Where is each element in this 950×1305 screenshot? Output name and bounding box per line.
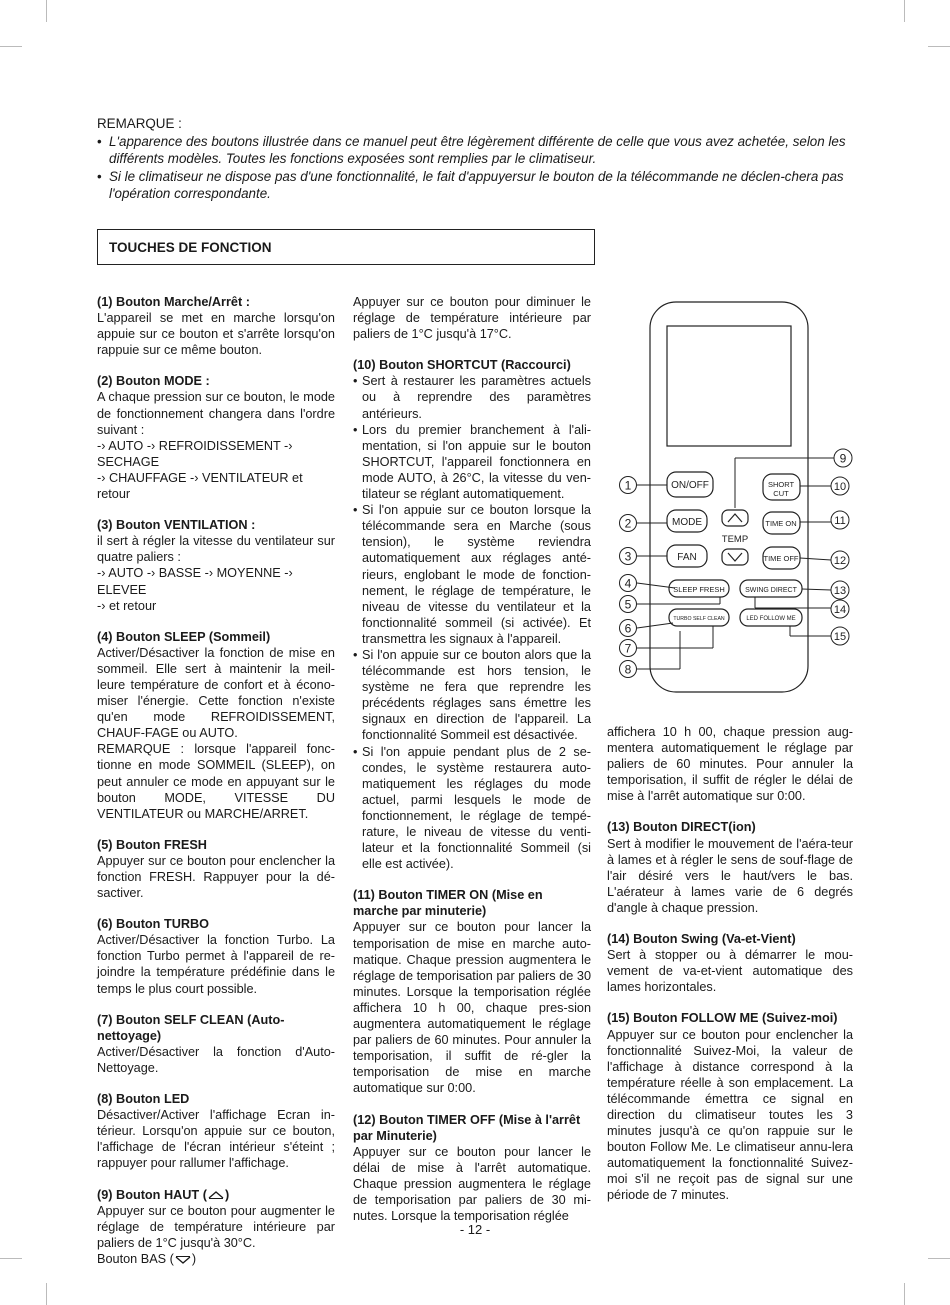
led-label: LED FOLLOW ME	[746, 616, 796, 622]
section-follow-me	[607, 1010, 853, 1203]
section-text: Activer/Désactiver la fonction Turbo. La fonction Turbo permet à l'appareil de re-joindre la température prédéfinie dans le temps le plus court possible.	[97, 933, 335, 996]
section-text: REMARQUE : lorsque l'appareil fonc-tionne en mode SOMMEIL (SLEEP), on peut annuler ce mode en appuyant sur le bouton MODE, VITESSE DU VENTILATEUR ou MARCHE/ARRET.	[97, 742, 335, 821]
section-heading: (3) Bouton VENTILATION :	[97, 518, 256, 533]
crop-mark	[0, 46, 22, 47]
section-timer-off-continued	[607, 724, 853, 804]
section-onoff	[97, 294, 335, 358]
callout-6: 6	[624, 621, 632, 636]
section-heading: (7) Bouton SELF CLEAN (Auto-nettoyage)	[97, 1012, 285, 1043]
remark-bullet: • L'apparence des boutons illustrée dans ce manuel peut être légèrement différente de celle que vous avez achetée, selon les différents modèles. Toutes les fonctions exposées sont remplies par le climatiseur.	[97, 133, 867, 168]
section-heading: (15) Bouton FOLLOW ME (Suivez-moi)	[607, 1011, 838, 1026]
down-button	[722, 549, 748, 565]
mode-sequence-line: -› AUTO -› REFROIDISSEMENT -› SECHAGE	[97, 438, 293, 469]
section-down-continued	[353, 294, 591, 342]
remote-display	[667, 326, 791, 446]
section-heading: (6) Bouton TURBO	[97, 917, 210, 932]
section-heading: (10) Bouton SHORTCUT (Raccourci)	[353, 358, 571, 373]
column-3	[607, 724, 853, 1219]
callout-7: 7	[624, 641, 632, 656]
section-mode	[97, 373, 335, 502]
section-turbo	[97, 916, 335, 996]
section-sleep	[97, 629, 335, 822]
section-text: il sert à régler la vitesse du ventilateur sur quatre paliers :	[97, 534, 335, 565]
crop-mark	[46, 1283, 47, 1305]
remark-bullet: • Si le climatiseur ne dispose pas d'une fonctionnalité, le fait d'appuyersur le bouton de la télécommande ne déclen-chera pas l'opération correspondante.	[97, 168, 867, 203]
remote-control-diagram	[595, 298, 860, 698]
section-direction	[607, 819, 853, 916]
section-heading: (11) Bouton TIMER ON (Mise en marche par minuterie)	[353, 888, 543, 919]
section-text: Sert à modifier le mouvement de l'aéra-teur à lames et à régler le sens de souf-flage de l'air désiré vers le haut/vers le bas. L'aérateur à lames varie de 6 degrés d'angle à chaque pression.	[607, 836, 853, 915]
fan-sequence-line: -› AUTO -› BASSE -› MOYENNE -› ELEVEE	[97, 566, 293, 597]
section-heading: (14) Bouton Swing (Va-et-Vient)	[607, 932, 796, 947]
section-text: Appuyer sur ce bouton pour diminuer le réglage de température intérieure par paliers de 1°C jusqu'à 17°C.	[353, 295, 591, 342]
callout-10: 10	[833, 481, 847, 493]
shortcut-bullet: • Si l'on appuie sur ce bouton lorsque la télécommande sera en Marche (sous tension), le système reviendra automatiquement aux réglages anté-rieurs, englobant le mode de fonction-nement, le réglage de température, le niveau de vitesse du ventilateur et la fonctionnalité sommeil (si activée). Et transmettra les signaux à l'appareil.	[353, 502, 591, 647]
section-text: Appuyer sur ce bouton pour lancer le délai de mise à l'arrêt automatique. Chaque pression augmentera le réglage de temporisation par paliers de 30 mi-nutes. Lorsque la temporisation réglée	[353, 1144, 591, 1224]
section-text: Activer/Désactiver la fonction de mise en sommeil. Elle sert à maintenir la meil-leure température de confort et à écono-miser l'énergie. Cette fonction n'existe qu'en mode REFROIDISSEMENT, CHAUF-FAGE ou AUTO.	[97, 645, 335, 741]
fan-label: FAN	[677, 552, 697, 563]
callout-1: 1	[624, 478, 632, 493]
shortcut-bullet: • Lors du premier branchement à l'ali-mentation, si l'on appuie sur le bouton SHORTCUT, l'appareil fonctionnera en mode AUTO, à 26°C, la vitesse du ven-tilateur se réglant automatiquement.	[353, 422, 591, 502]
callout-8: 8	[624, 662, 632, 677]
column-1	[97, 294, 335, 1282]
callout-15: 15	[833, 631, 847, 643]
timeoff-label: TIME OFF	[763, 554, 799, 563]
callout-5: 5	[624, 597, 632, 612]
section-text: Appuyer sur ce bouton pour lancer la temporisation de mise en marche auto-matique. Chaque pression augmentera le réglage de temporisation par paliers de 30 minutes. Lorsque la temporisation réglée affichera 10 h 00, chaque pres-sion augmentera automatiquement le réglage par paliers de 60 minutes. Pour annuler la temporisation, il suffit de ré-gler la temporisation de mise en marche automatique sur 0:00.	[353, 920, 591, 1096]
down-arrow-icon	[174, 1255, 192, 1265]
section-text: affichera 10 h 00, chaque pression aug-mentera automatiquement le réglage par paliers de 60 minutes. Pour annuler la temporisation, il suffit de régler le délai de mise à l'arrêt automatique sur 0:00.	[607, 725, 853, 804]
section-text: A chaque pression sur ce bouton, le mode de fonctionnement changera dans l'ordre suivant :	[97, 390, 335, 437]
fan-sequence-line: -› et retour	[97, 598, 157, 613]
mode-sequence-line: -› CHAUFFAGE -› VENTILATEUR et retour	[97, 470, 303, 502]
section-heading: (12) Bouton TIMER OFF (Mise à l'arrêt par Minuterie)	[353, 1112, 581, 1143]
timeon-label: TIME ON	[765, 519, 797, 528]
up-button	[722, 510, 748, 526]
section-text: L'appareil se met en marche lorsqu'on appuie sur ce bouton et s'arrête lorsqu'on rappuie sur ce même bouton.	[97, 311, 335, 358]
swing-direct-label: SWING DIRECT	[745, 587, 797, 594]
section-heading: (5) Bouton FRESH	[97, 837, 207, 852]
section-text: Désactiver/Activer l'affichage Ecran in-térieur. Lorsqu'on appuie sur ce bouton, l'affichage de l'écran intérieur s'éteint ; rappuyer pour rallumer l'affichage.	[97, 1108, 335, 1171]
section-heading: (1) Bouton Marche/Arrêt :	[97, 295, 250, 309]
section-title: TOUCHES DE FONCTION	[97, 229, 595, 265]
section-ventilation	[97, 517, 335, 614]
callout-14: 14	[833, 604, 847, 616]
callout-2: 2	[624, 516, 632, 531]
temp-label: TEMP	[721, 534, 749, 545]
section-heading: (9) Bouton HAUT ( )	[97, 1187, 230, 1202]
page-number: - 12 -	[459, 1222, 491, 1237]
section-text: Bouton BAS ( )	[97, 1251, 197, 1266]
callout-3: 3	[624, 549, 632, 564]
shortcut-list	[353, 373, 591, 872]
mode-label: MODE	[672, 517, 702, 528]
crop-mark	[928, 46, 950, 47]
section-text: Appuyer sur ce bouton pour enclencher la fonctionnalité Suivez-Moi, la valeur de l'affichage à distance correspond à la température réelle à son emplacement. La télécommande émettra ce signal en direction du climatiseur toutes les 3 minutes jusqu'à ce qu'on rappuie sur le bouton Follow Me. Le climatiseur annu-lera automatiquement la fonctionnalité Suivez-moi s'il ne reçoit pas de signal sur une période de 7 minutes.	[607, 1027, 853, 1203]
remark-block	[97, 115, 867, 203]
section-shortcut	[353, 357, 591, 872]
callout-4: 4	[624, 576, 632, 591]
section-fresh	[97, 837, 335, 901]
callout-11: 11	[834, 515, 846, 527]
shortcut-label: CUT	[773, 489, 789, 498]
column-2	[353, 294, 591, 1239]
section-timer-on	[353, 887, 591, 1096]
section-heading: (13) Bouton DIRECT(ion)	[607, 820, 756, 835]
section-text: Activer/Désactiver la fonction d'Auto-Nettoyage.	[97, 1044, 335, 1075]
section-heading: (4) Bouton SLEEP (Sommeil)	[97, 629, 271, 644]
shortcut-bullet: • Si l'on appuie pendant plus de 2 se-condes, le système restaurera auto-matiquement les réglages du mode actuel, parmi lesquels le mode de fonctionnement, le réglage de tempé-rature, le niveau de vitesse du venti-lateur et la fonctionnalité Sommeil (si elle est activée).	[353, 744, 591, 873]
section-self-clean	[97, 1012, 335, 1076]
crop-mark	[928, 1258, 950, 1259]
remark-list	[97, 133, 867, 203]
shortcut-label: SHORT	[767, 480, 795, 489]
sleep-fresh-label: SLEEP FRESH	[673, 585, 725, 594]
shortcut-bullet: • Si l'on appuie sur ce bouton alors que la télécommande est hors tension, le système ne fera que reprendre les précédents réglages sans émettre les signaux en direction de l'appareil. La fonctionnalité Sommeil est désactivée.	[353, 647, 591, 744]
turbo-label: TURBO SELF CLEAN	[673, 616, 725, 622]
section-led	[97, 1091, 335, 1171]
onoff-label: ON/OFF	[671, 480, 709, 491]
callout-13: 13	[833, 585, 847, 597]
callout-9: 9	[839, 451, 847, 466]
section-text: Appuyer sur ce bouton pour enclencher la fonction FRESH. Rappuyer pour la dé-sactiver.	[97, 853, 335, 901]
crop-mark	[904, 0, 905, 22]
section-text: Appuyer sur ce bouton pour augmenter le réglage de température intérieure par paliers de 1°C jusqu'à 30°C.	[97, 1203, 335, 1250]
remark-title: REMARQUE :	[97, 116, 182, 131]
section-heading: (2) Bouton MODE :	[97, 374, 210, 389]
shortcut-bullet: • Sert à restaurer les paramètres actuels ou à reprendre des paramètres antérieurs.	[353, 373, 591, 421]
section-heading: (8) Bouton LED	[97, 1092, 190, 1107]
callout-12: 12	[833, 555, 847, 567]
up-arrow-icon	[207, 1190, 225, 1200]
section-swing	[607, 931, 853, 995]
crop-mark	[904, 1283, 905, 1305]
crop-mark	[0, 1258, 22, 1259]
crop-mark	[46, 0, 47, 22]
section-text: Sert à stopper ou à démarrer le mou-vement de va-et-vient automatique des lames horizontales.	[607, 948, 853, 995]
section-timer-off	[353, 1112, 591, 1225]
